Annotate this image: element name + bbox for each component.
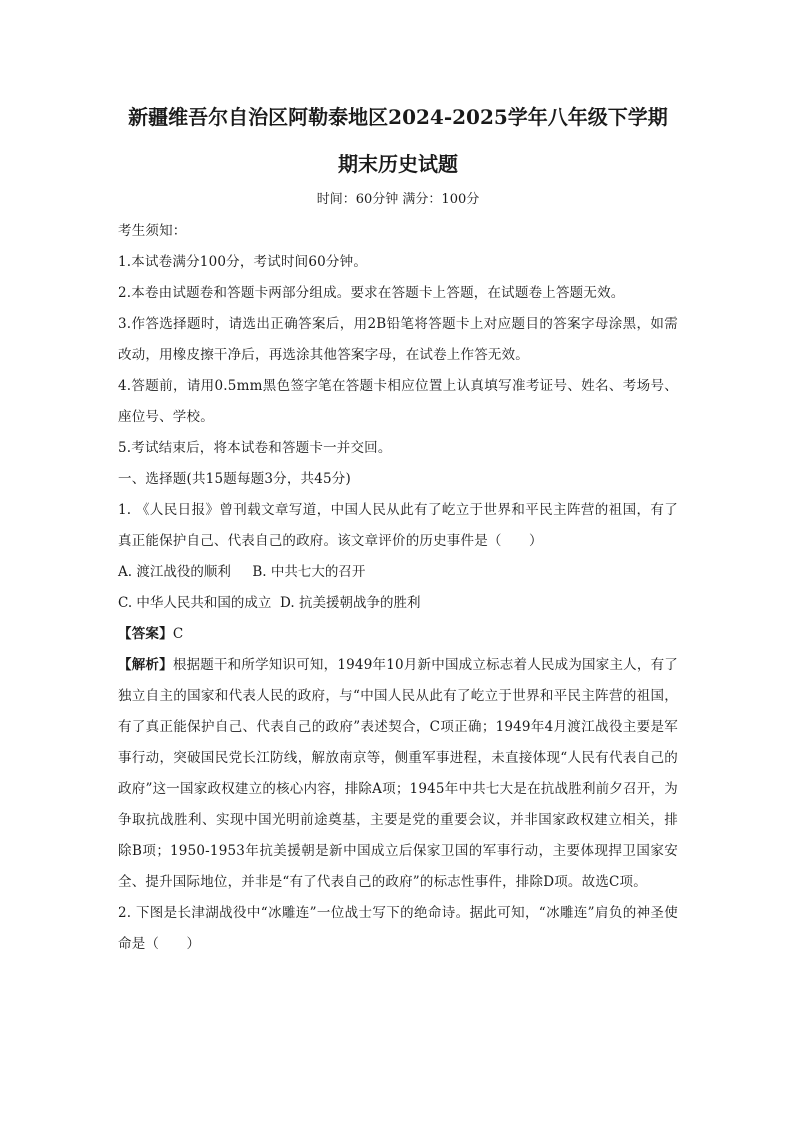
notice-heading: 考生须知： bbox=[118, 223, 187, 239]
answer-value: C bbox=[172, 626, 184, 642]
notice-item: 2.本卷由试题卷和答题卡两部分组成。要求在答题卡上答题，在试题卷上答题无效。 bbox=[118, 285, 625, 301]
option-d: D. 抗美援朝战争的胜利 bbox=[280, 595, 421, 611]
question-stem: 2. 下图是长津湖战役中“冰雕连”一位战士写下的绝命诗。据此可知，“冰雕连”肩负的神圣使命是（ ） bbox=[118, 905, 678, 952]
option-b: B. 中共七大的召开 bbox=[252, 564, 366, 580]
exam-page bbox=[118, 100, 678, 960]
notice-item: 4.答题前，请用0.5mm黑色签字笔在答题卡相应位置上认真填写准考证号、姓名、考场号、座位号、学校。 bbox=[118, 378, 678, 425]
exam-meta: 时间：60分钟 满分：100分 bbox=[316, 192, 480, 207]
analysis-paragraph bbox=[118, 650, 678, 898]
question-1 bbox=[118, 495, 678, 898]
answer-tag: 【答案】 bbox=[118, 626, 173, 642]
options-row-ab bbox=[118, 557, 678, 588]
exam-title-line2: 期末历史试题 bbox=[338, 152, 458, 176]
options-row-cd bbox=[118, 588, 678, 619]
analysis-text: 根据题干和所学知识可知，1949年10月新中国成立标志着人民成为国家主人，有了独立自主的国家和代表人民的政府，与“中国人民从此有了屹立于世界和平民主阵营的祖国，有了真正能保护自己、代表自己的政府”表述契合，C项正确；1949年4月渡江战役主要是军事行动，突破国民党长江防线，解放南京等，侧重军事进程，未直接体现“人民有代表自己的政府”这一国家政权建立的核心内容，排除A项；1945年中共七大是在抗战胜利前夕召开，为争取抗战胜利、实现中国光明前途奠基，主要是党的重要会议，并非国家政权建立相关，排除B项；1950-1953年抗美援朝是新中国成立后保家卫国的军事行动，主要体现捍卫国家安全、提升国际地位，并非是“有了代表自己的政府”的标志性事件，排除D项。故选C项。 bbox=[118, 657, 678, 890]
notice-item: 1.本试卷满分100分，考试时间60分钟。 bbox=[118, 254, 368, 270]
exam-title-line1: 新疆维吾尔自治区阿勒泰地区2024-2025学年八年级下学期 bbox=[128, 105, 668, 129]
analysis-tag: 【解析】 bbox=[118, 657, 173, 673]
question-2 bbox=[118, 898, 678, 960]
answer-line bbox=[118, 619, 678, 650]
option-c: C. 中华人民共和国的成立 bbox=[118, 595, 272, 611]
option-a: A. 渡江战役的顺利 bbox=[118, 564, 231, 580]
notice-item: 3.作答选择题时，请选出正确答案后，用2B铅笔将答题卡上对应题目的答案字母涂黑，如需改动，用橡皮擦干净后，再选涂其他答案字母，在试卷上作答无效。 bbox=[118, 316, 678, 363]
section-heading: 一、选择题(共15题每题3分，共45分) bbox=[118, 471, 351, 487]
notice-section bbox=[118, 216, 678, 464]
notice-item: 5.考试结束后，将本试卷和答题卡一并交回。 bbox=[118, 440, 392, 456]
question-stem: 1. 《人民日报》曾刊载文章写道，中国人民从此有了屹立于世界和平民主阵营的祖国，有了真正能保护自己、代表自己的政府。该文章评价的历史事件是（ ） bbox=[118, 502, 678, 549]
